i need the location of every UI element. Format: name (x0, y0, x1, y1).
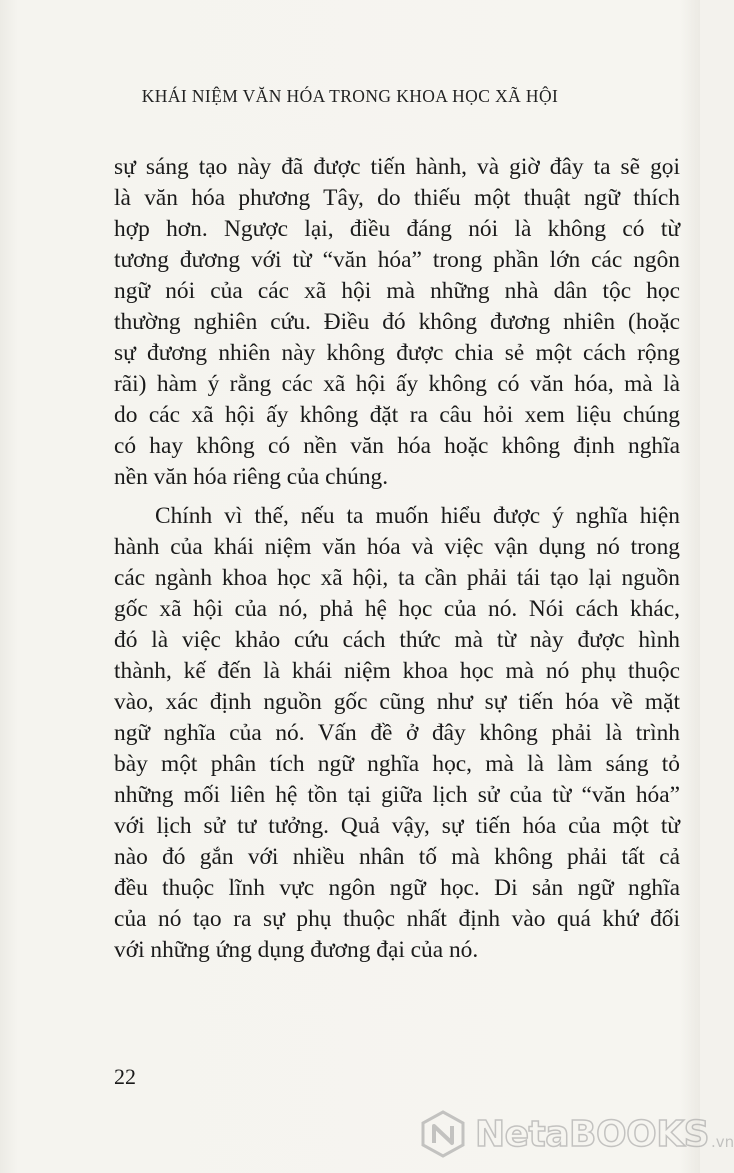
text-line: sự sáng tạo này đã được tiến hành, và giờ đây ta sẽ gọi (114, 154, 680, 180)
text-line: ngữ nghĩa của nó. Vấn đề ở đây không phải là trình (114, 720, 680, 746)
text-line: thường nghiên cứu. Điều đó không đương nhiên (hoặc (114, 309, 680, 335)
text-line: các ngành khoa học xã hội, ta cần phải tái tạo lại nguồn (114, 565, 680, 591)
paragraph (114, 152, 680, 493)
text-line: của nó tạo ra sự phụ thuộc nhất định vào quá khứ đối (114, 906, 680, 932)
text-line: vào, xác định nguồn gốc cũng như sự tiến hóa về mặt (114, 689, 680, 715)
text-line: hợp hơn. Ngược lại, điều đáng nói là không có từ (114, 216, 680, 242)
paragraph-gap (114, 493, 680, 501)
running-head: KHÁI NIỆM VĂN HÓA TRONG KHOA HỌC XÃ HỘI (141, 86, 559, 106)
text-line: do các xã hội ấy không đặt ra câu hỏi xem liệu chúng (114, 402, 680, 428)
text-line: rãi) hàm ý rằng các xã hội ấy không có văn hóa, mà là (114, 371, 680, 397)
text-line: sự đương nhiên này không được chia sẻ một cách rộng (114, 340, 680, 366)
watermark (419, 1107, 734, 1161)
text-line: thành, kế đến là khái niệm khoa học mà nó phụ thuộc (114, 658, 680, 684)
text-line: hành của khái niệm văn hóa và việc vận dụng nó trong (114, 534, 680, 560)
text-line: có hay không có nền văn hóa hoặc không định nghĩa (114, 433, 680, 459)
text-line: bày một phân tích ngữ nghĩa học, mà là làm sáng tỏ (114, 751, 680, 777)
watermark-suffix: .vn (711, 1133, 734, 1151)
text-line: tương đương với từ “văn hóa” trong phần lớn các ngôn (114, 247, 680, 273)
netabooks-logo-icon (419, 1109, 467, 1159)
text-line: nào đó gắn với nhiều nhân tố mà không phải tất cả (114, 844, 680, 870)
paragraph (114, 501, 680, 966)
page-number: 22 (114, 1064, 136, 1089)
text-line: gốc xã hội của nó, phả hệ học của nó. Nói cách khác, (114, 596, 680, 622)
text-line: Chính vì thế, nếu ta muốn hiểu được ý nghĩa hiện (155, 503, 680, 529)
text-line: ngữ nói của các xã hội mà những nhà dân tộc học (114, 278, 680, 304)
text-line: là văn hóa phương Tây, do thiếu một thuật ngữ thích (114, 185, 680, 211)
text-line: với lịch sử tư tưởng. Quả vậy, sự tiến hóa của một từ (114, 813, 680, 839)
text-line: đều thuộc lĩnh vực ngôn ngữ học. Di sản ngữ nghĩa (114, 875, 680, 901)
body-text (114, 152, 680, 966)
text-line: nền văn hóa riêng của chúng. (114, 464, 389, 490)
text-line: với những ứng dụng đương đại của nó. (114, 937, 479, 963)
text-line: những mối liên hệ tồn tại giữa lịch sử của từ “văn hóa” (114, 782, 680, 808)
text-line: đó là việc khảo cứu cách thức mà từ này được hình (114, 627, 680, 653)
watermark-brand: NetaBOOKS (475, 1113, 710, 1155)
